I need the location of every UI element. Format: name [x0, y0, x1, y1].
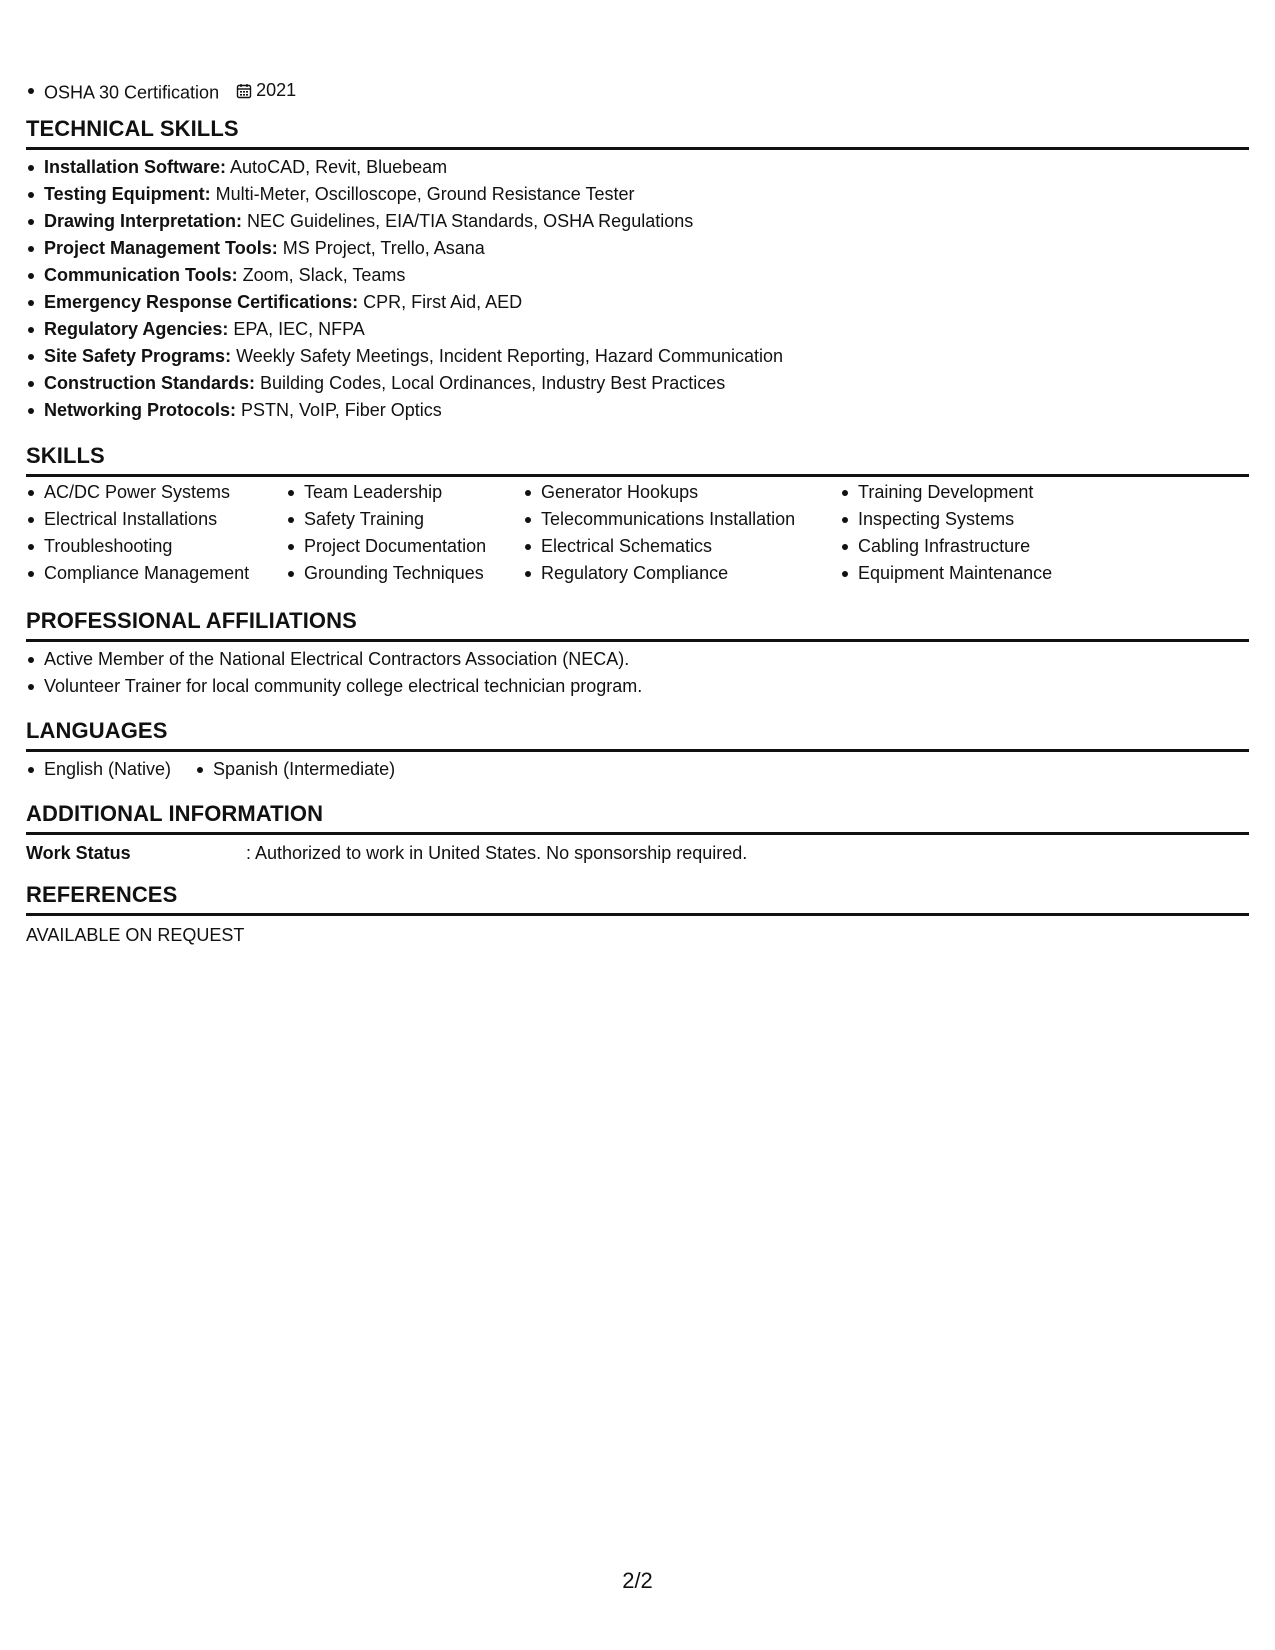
skill-item: Project Documentation — [286, 533, 523, 560]
technical-skill-item — [26, 262, 1249, 289]
skill-item: Safety Training — [286, 506, 523, 533]
skills-column — [840, 479, 1140, 587]
technical-skills-list — [26, 154, 1249, 424]
skill-item: Generator Hookups — [523, 479, 840, 506]
certification-list — [26, 77, 296, 107]
skill-item: Electrical Installations — [26, 506, 286, 533]
technical-skill-value: MS Project, Trello, Asana — [277, 238, 485, 258]
certification-name: OSHA 30 Certification — [44, 82, 220, 103]
technical-skill-label: Regulatory Agencies: — [44, 319, 229, 339]
skill-item: Cabling Infrastructure — [840, 533, 1140, 560]
technical-skill-value: NEC Guidelines, EIA/TIA Standards, OSHA Regulations — [242, 211, 694, 231]
language-item: Spanish (Intermediate) — [195, 756, 395, 783]
affiliations-heading: PROFESSIONAL AFFILIATIONS — [26, 608, 1249, 642]
technical-skill-label: Site Safety Programs: — [44, 346, 232, 366]
skill-item: Compliance Management — [26, 560, 286, 587]
technical-skill-label: Testing Equipment: — [44, 184, 211, 204]
technical-skill-item — [26, 181, 1249, 208]
technical-skill-item — [26, 154, 1249, 181]
skill-item: Equipment Maintenance — [840, 560, 1140, 587]
affiliation-item: Volunteer Trainer for local community college electrical technician program. — [26, 673, 1249, 700]
languages-heading: LANGUAGES — [26, 718, 1249, 752]
technical-skill-value: EPA, IEC, NFPA — [228, 319, 365, 339]
technical-skill-value: Zoom, Slack, Teams — [237, 265, 406, 285]
technical-skill-label: Construction Standards: — [44, 373, 256, 393]
skills-column — [26, 479, 286, 587]
skills-column — [523, 479, 840, 587]
languages-list — [26, 756, 1249, 783]
calendar-icon — [236, 83, 252, 99]
certification-year: 2021 — [256, 80, 297, 100]
technical-skill-value: Weekly Safety Meetings, Incident Reporting, Hazard Communication — [231, 346, 784, 366]
technical-skill-label: Project Management Tools: — [44, 238, 278, 258]
skill-item: Team Leadership — [286, 479, 523, 506]
technical-skill-value: Multi-Meter, Oscilloscope, Ground Resistance Tester — [210, 184, 635, 204]
technical-skill-item — [26, 289, 1249, 316]
technical-skill-item — [26, 208, 1249, 235]
references-text: AVAILABLE ON REQUEST — [26, 925, 245, 945]
additional-information-heading: ADDITIONAL INFORMATION — [26, 801, 1249, 835]
technical-skill-value: PSTN, VoIP, Fiber Optics — [236, 400, 442, 420]
skill-item: Grounding Techniques — [286, 560, 523, 587]
technical-skill-label: Installation Software: — [44, 157, 227, 177]
technical-skill-item — [26, 343, 1249, 370]
technical-skill-item — [26, 397, 1249, 424]
affiliation-item: Active Member of the National Electrical Contractors Association (NECA). — [26, 646, 1249, 673]
technical-skill-label: Communication Tools: — [44, 265, 238, 285]
work-status-row — [26, 840, 1249, 866]
certification-date — [236, 77, 296, 104]
skill-item: Troubleshooting — [26, 533, 286, 560]
skills-column — [286, 479, 523, 587]
technical-skill-item — [26, 235, 1249, 262]
technical-skill-label: Networking Protocols: — [44, 400, 237, 420]
language-item: English (Native) — [26, 756, 171, 783]
work-status-label: Work Status — [26, 843, 131, 863]
page-number: 2/2 — [622, 1568, 653, 1593]
affiliations-list — [26, 646, 1249, 700]
technical-skill-label: Drawing Interpretation: — [44, 211, 243, 231]
skills-grid — [26, 479, 1249, 587]
skill-item: Inspecting Systems — [840, 506, 1140, 533]
skill-item: AC/DC Power Systems — [26, 479, 286, 506]
technical-skill-label: Emergency Response Certifications: — [44, 292, 359, 312]
technical-skill-value: CPR, First Aid, AED — [358, 292, 523, 312]
technical-skills-heading: TECHNICAL SKILLS — [26, 116, 1249, 150]
work-status-value: : Authorized to work in United States. No sponsorship required. — [246, 843, 748, 863]
technical-skill-value: Building Codes, Local Ordinances, Industry Best Practices — [255, 373, 726, 393]
certification-item — [26, 77, 296, 107]
skill-item: Electrical Schematics — [523, 533, 840, 560]
skills-heading: SKILLS — [26, 443, 1249, 477]
technical-skill-value: AutoCAD, Revit, Bluebeam — [226, 157, 448, 177]
skill-item: Training Development — [840, 479, 1140, 506]
technical-skill-item — [26, 370, 1249, 397]
skill-item: Telecommunications Installation — [523, 506, 840, 533]
technical-skill-item — [26, 316, 1249, 343]
references-heading: REFERENCES — [26, 882, 1249, 916]
skill-item: Regulatory Compliance — [523, 560, 840, 587]
